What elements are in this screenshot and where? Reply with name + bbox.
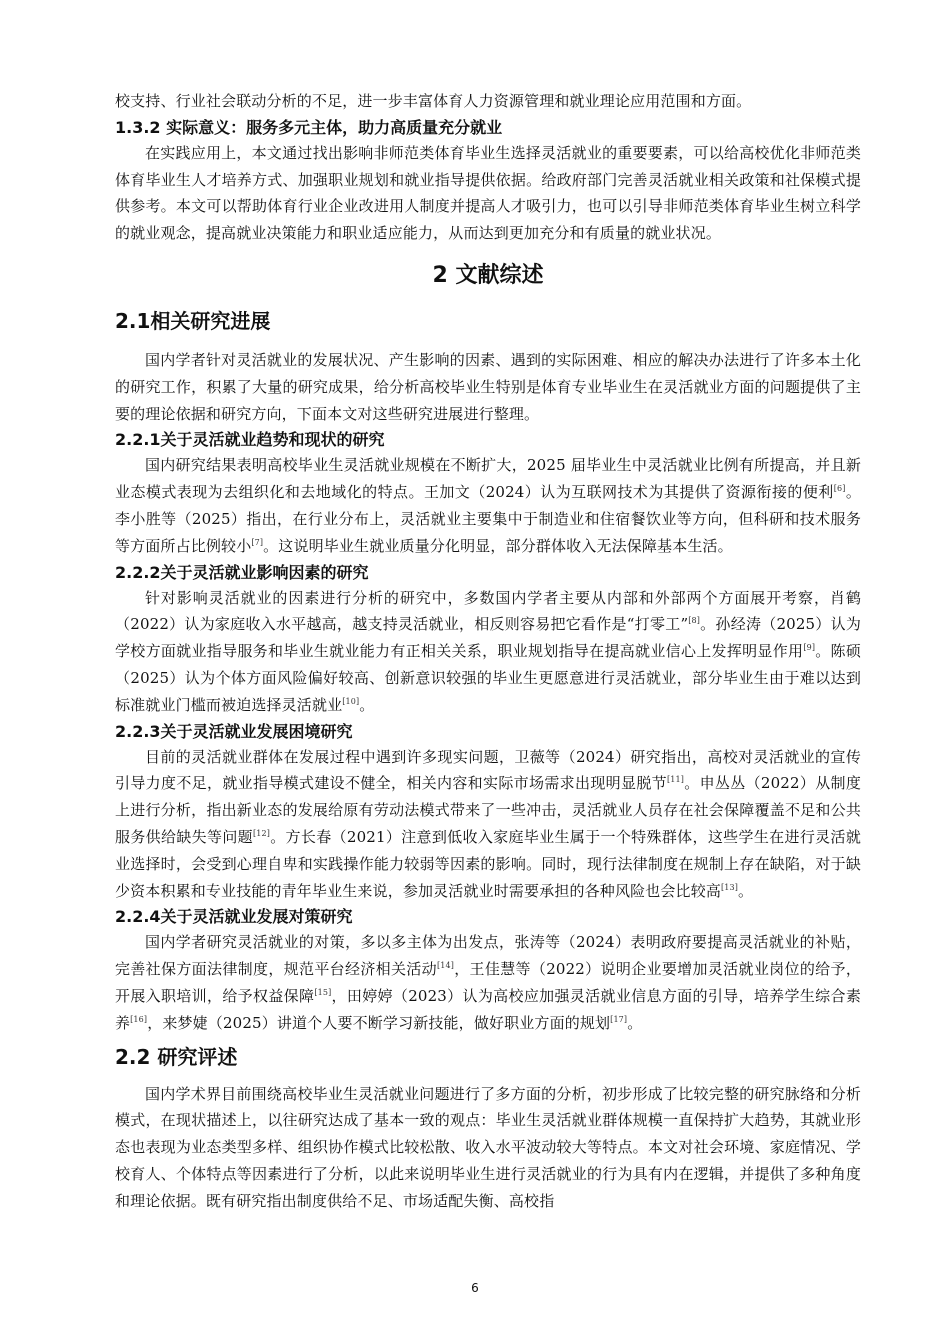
text-span: 。 bbox=[738, 881, 754, 900]
citation-11: [11] bbox=[667, 775, 685, 785]
paragraph-practical-significance: 在实践应用上，本文通过找出影响非师范类体育毕业生选择灵活就业的重要要素，可以给高校优化非师范类体育毕业生人才培养方式、加强职业规划和就业指导提供依据。给政府部门完善灵活就业相关政策和社保模式提供参考。本文可以帮助体育行业企业改进用人制度并提高人才吸引力，也可以引导非师范类体育毕业生树立科学的就业观念，提高就业决策能力和职业适应能力，从而达到更加充分和有质量的就业状况。 bbox=[115, 143, 861, 243]
citation-12: [12] bbox=[253, 828, 271, 838]
heading-2-2-4: 2.2.4关于灵活就业发展对策研究 bbox=[115, 907, 353, 927]
citation-8: [8] bbox=[688, 616, 701, 626]
citation-14: [14] bbox=[437, 961, 455, 971]
text-span: 。申丛丛（2022）从制度上进行分析，指出新业态的发展给原有劳动法模式带来了一些冲击，灵活就业人员存在社会保障覆盖不足和公共服务供给缺失等问题 bbox=[115, 774, 862, 846]
paragraph-research-progress: 国内学者针对灵活就业的发展状况、产生影响的因素、遇到的实际困难、相应的解决办法进行了许多本土化的研究工作，积累了大量的研究成果，给分析高校毕业生特别是体育专业毕业生在灵活就业方面的问题提供了主要的理论依据和研究方向，下面本文对这些研究进展进行整理。 bbox=[115, 350, 861, 423]
text-span: ，来梦婕（2025）讲道个人要不断学习新技能，做好职业方面的规划 bbox=[147, 1013, 611, 1032]
text-span: 。陈硕（2025）认为个体方面风险偏好较高、创新意识较强的毕业生更愿意进行灵活就业，部分毕业生由于难以达到标准就业门槛而被迫选择灵活就业 bbox=[115, 642, 861, 714]
heading-1-3-2: 1.3.2 实际意义：服务多元主体，助力高质量充分就业 bbox=[115, 117, 503, 137]
text-span: 国内学者研究灵活就业的对策，多以多主体为出发点，张涛等（2024）表明政府要提高灵活就业的补贴，完善社保方面法律制度，规范平台经济相关活动 bbox=[115, 933, 861, 979]
heading-2-1: 2.1相关研究进展 bbox=[115, 308, 271, 333]
citation-16: [16] bbox=[130, 1014, 148, 1024]
chapter-title: 2 文献综述 bbox=[432, 262, 544, 288]
citation-17: [17] bbox=[610, 1014, 628, 1024]
text-span: 国内研究结果表明高校毕业生灵活就业规模在不断扩大，2025 届毕业生中灵活就业比例有所提高，并且新业态模式表现为去组织化和去地域化的特点。王加文（2024）认为互联网技术为其提供了资源衔接的便利 bbox=[115, 456, 861, 502]
citation-6: [6] bbox=[833, 484, 846, 494]
text-span: 。 bbox=[627, 1013, 643, 1032]
paragraph-dilemmas bbox=[115, 744, 861, 905]
heading-2-2-3: 2.2.3关于灵活就业发展困境研究 bbox=[115, 721, 353, 741]
paragraph-continuation: 校支持、行业社会联动分析的不足，进一步丰富体育人力资源管理和就业理论应用范围和方面。 bbox=[115, 92, 752, 110]
text-span: 。 bbox=[359, 695, 375, 714]
citation-15: [15] bbox=[314, 987, 332, 997]
citation-10: [10] bbox=[342, 696, 360, 706]
heading-2-2-2: 2.2.2关于灵活就业影响因素的研究 bbox=[115, 562, 369, 582]
text-span: 。李小胜等（2025）指出，在行业分布上，灵活就业主要集中于制造业和住宿餐饮业等方向，但科研和技术服务等方面所占比例较小 bbox=[115, 483, 861, 555]
text-span: 。这说明毕业生就业质量分化明显，部分群体收入无法保障基本生活。 bbox=[263, 536, 733, 555]
text-span: 目前的灵活就业群体在发展过程中遇到许多现实问题，卫薇等（2024）研究指出，高校对灵活就业的宣传引导力度不足，就业指导模式建设不健全，相关内容和实际市场需求出现明显脱节 bbox=[115, 747, 861, 793]
text-span: ，田婷婷（2023）认为高校应加强灵活就业信息方面的引导，培养学生综合素养 bbox=[115, 986, 862, 1032]
citation-7: [7] bbox=[251, 537, 264, 547]
page-content bbox=[115, 88, 861, 1215]
heading-2-2: 2.2 研究评述 bbox=[115, 1044, 238, 1069]
paragraph-review: 国内学术界目前围绕高校毕业生灵活就业问题进行了多方面的分析，初步形成了比较完整的研究脉络和分析模式，在现状描述上，以往研究达成了基本一致的观点：毕业生灵活就业群体规模一直保持扩大趋势，其就业形态也表现为业态类型多样、组织协作模式比较松散、收入水平波动较大等特点。本文对社会环境、家庭情况、学校育人、个体特点等因素进行了分析，以此来说明毕业生进行灵活就业的行为具有内在逻辑，并提供了多种角度和理论依据。既有研究指出制度供给不足、市场适配失衡、高校指 bbox=[115, 1084, 861, 1210]
citation-13: [13] bbox=[721, 882, 739, 892]
text-span: 。方长春（2021）注意到低收入家庭毕业生属于一个特殊群体，这些学生在进行灵活就业选择时，会受到心理自卑和实践操作能力较弱等因素的影响。同时，现行法律制度在规制上存在缺陷，对于缺少资本积累和专业技能的青年毕业生来说，参加灵活就业时需要承担的各种风险也会比较高 bbox=[115, 827, 861, 900]
page-number: 6 bbox=[471, 1281, 479, 1295]
text-span: 针对影响灵活就业的因素进行分析的研究中，多数国内学者主要从内部和外部两个方面展开考察，肖鹤（2022）认为家庭收入水平越高，越支持灵活就业，相反则容易把它看作是“打零工” bbox=[115, 588, 861, 634]
text-span: 。孙经涛（2025）认为学校方面就业指导服务和毕业生就业能力有正相关关系，职业规划指导在提高就业信心上发挥明显作用 bbox=[115, 615, 861, 661]
text-span: ，王佳慧等（2022）说明企业要增加灵活就业岗位的给予，开展入职培训，给予权益保障 bbox=[115, 960, 861, 1005]
paragraph-influencing-factors bbox=[115, 585, 861, 719]
paragraph-countermeasures bbox=[115, 929, 861, 1036]
paragraph-trend-status bbox=[115, 452, 861, 559]
heading-2-2-1: 2.2.1关于灵活就业趋势和现状的研究 bbox=[115, 430, 385, 450]
citation-9: [9] bbox=[803, 643, 816, 653]
